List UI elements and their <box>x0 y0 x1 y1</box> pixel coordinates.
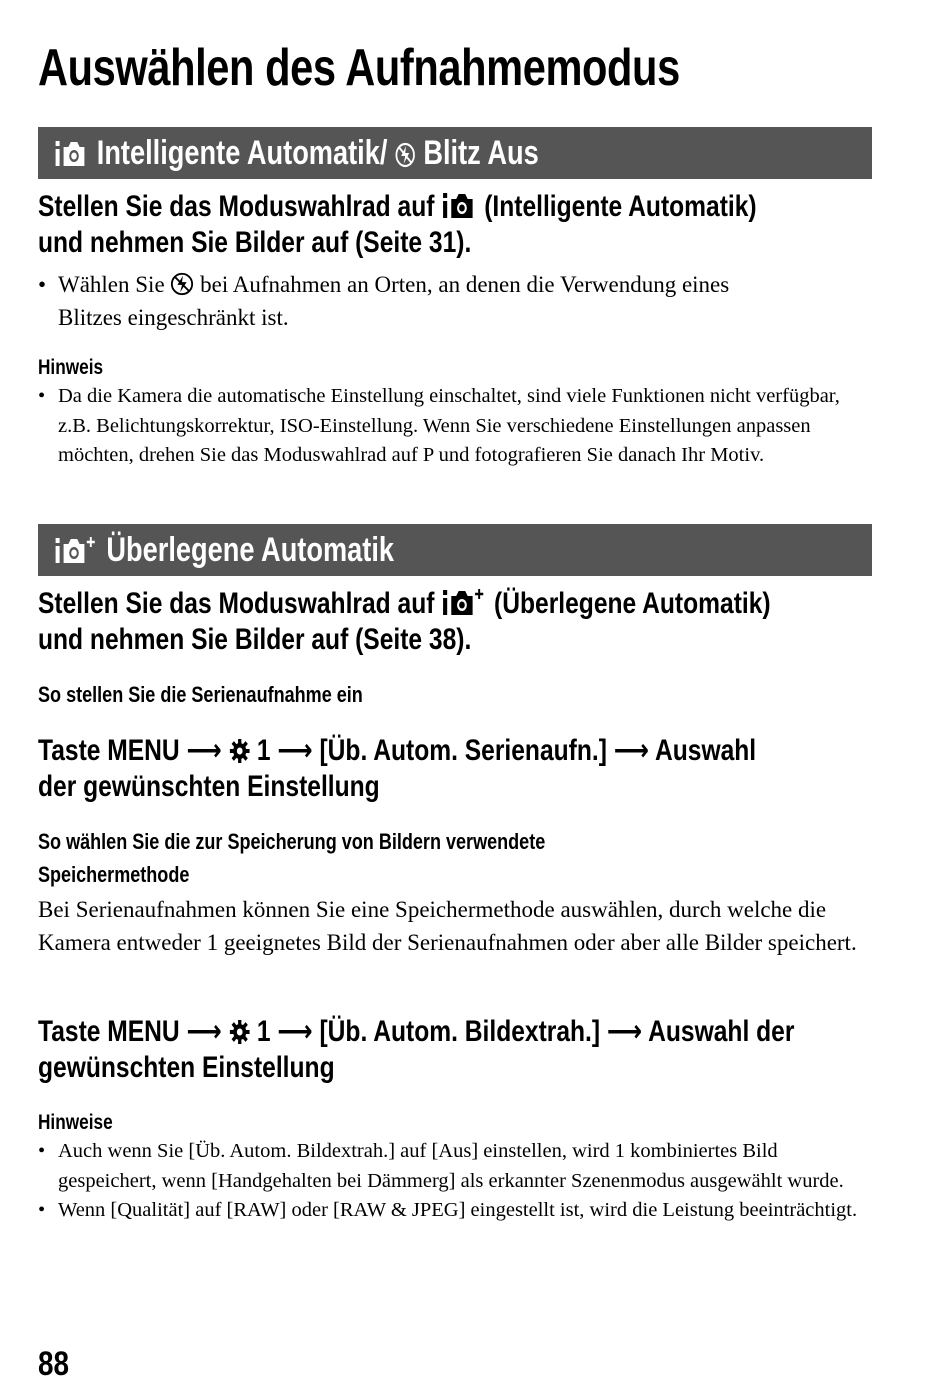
menu-text: [Üb. Autom. Serienaufn.] <box>319 734 607 767</box>
instruction-text: (Überlegene Automatik) <box>494 587 771 620</box>
subheading-storage-line2: Speichermethode <box>38 862 190 887</box>
menu-text: Taste MENU <box>38 1015 180 1048</box>
note-item: • Wenn [Qualität] auf [RAW] oder [RAW & JPEG] eingestellt ist, wird die Leistung beeinträchtigt. <box>38 1196 878 1226</box>
menu-path-burst-line2: der gewünschten Einstellung <box>38 770 380 803</box>
section-bar-title-2: Blitz Aus <box>423 134 539 172</box>
notes-list <box>38 1137 878 1226</box>
section-bar-intelligent-auto <box>38 127 872 179</box>
subheading-burst: So stellen Sie die Serienaufnahme ein <box>38 682 363 707</box>
instruction-text: Stellen Sie das Moduswahlrad auf <box>38 190 435 223</box>
note-list <box>38 382 878 471</box>
instruction-heading <box>38 586 771 622</box>
flash-off-icon <box>170 272 194 296</box>
storage-description: Bei Serienaufnahmen können Sie eine Speichermethode auswählen, durch welche die Kamera entweder 1 geeignetes Bild der Serienaufnahmen oder aber alle Bilder speichert. <box>38 897 857 955</box>
superior-auto-camera-plus-icon <box>441 587 487 617</box>
instruction-heading-line2: und nehmen Sie Bilder auf (Seite 38). <box>38 623 472 656</box>
instruction-heading-line2: und nehmen Sie Bilder auf (Seite 31). <box>38 226 472 259</box>
note-heading: Hinweis <box>38 356 104 379</box>
page-title: Auswählen des Aufnahmemodus <box>38 39 680 97</box>
right-arrow-icon: ⟶ <box>277 1015 313 1048</box>
superior-auto-camera-plus-icon <box>54 535 99 565</box>
menu-text: 1 <box>256 1015 271 1048</box>
note-item: • Auch wenn Sie [Üb. Autom. Bildextrah.] auf [Aus] einstellen, wird 1 kombiniertes Bild gespeichert, wenn [Handgehalten bei Dämmerg] als erkannter Szenenmodus ausgewählt wurde. <box>38 1137 878 1196</box>
menu-path-burst <box>38 733 756 769</box>
note-item: • Da die Kamera die automatische Einstellung einschaltet, sind viele Funktionen nicht verfügbar, z.B. Belichtungskorrektur, ISO-Einstellung. Wenn Sie verschiedene Einstellungen anpassen möchten, drehen Sie das Moduswahlrad auf P und fotografieren Sie danach Ihr Motiv. <box>38 382 878 471</box>
instruction-text: (Intelligente Automatik) <box>484 190 757 223</box>
gear-icon <box>229 1019 250 1045</box>
menu-text: 1 <box>256 734 271 767</box>
right-arrow-icon: ⟶ <box>277 734 313 767</box>
section-bar-title: Überlegene Automatik <box>106 531 395 569</box>
menu-text: Taste MENU <box>38 734 180 767</box>
bullet-text: bei Aufnahmen an Orten, an denen die Verwendung eines <box>200 272 730 297</box>
right-arrow-icon: ⟶ <box>613 734 650 767</box>
subheading-storage: So wählen Sie die zur Speicherung von Bildern verwendete <box>38 829 546 854</box>
menu-text: Auswahl <box>654 734 757 767</box>
right-arrow-icon: ⟶ <box>606 1015 643 1048</box>
bullet-flash-off <box>38 268 878 334</box>
menu-text: [Üb. Autom. Bildextrah.] <box>319 1015 601 1048</box>
instruction-heading <box>38 189 757 225</box>
flash-off-icon <box>395 142 416 168</box>
menu-path-extract <box>38 1014 794 1050</box>
menu-path-extract-line2: gewünschten Einstellung <box>38 1051 335 1084</box>
page-number: 88 <box>38 1345 70 1383</box>
section-bar-title: Intelligente Automatik/ <box>96 134 388 172</box>
gear-icon <box>229 738 250 764</box>
intelligent-auto-camera-icon <box>441 190 477 220</box>
right-arrow-icon: ⟶ <box>186 1015 222 1048</box>
intelligent-auto-camera-icon <box>54 138 89 168</box>
instruction-text: Stellen Sie das Moduswahlrad auf <box>38 587 435 620</box>
section-bar-superior-auto <box>38 524 872 576</box>
bullet-text: Blitzes eingeschränkt ist. <box>58 305 289 330</box>
right-arrow-icon: ⟶ <box>186 734 222 767</box>
menu-text: Auswahl der <box>648 1015 795 1048</box>
bullet-text: Wählen Sie <box>58 272 165 297</box>
notes-heading: Hinweise <box>38 1111 113 1134</box>
